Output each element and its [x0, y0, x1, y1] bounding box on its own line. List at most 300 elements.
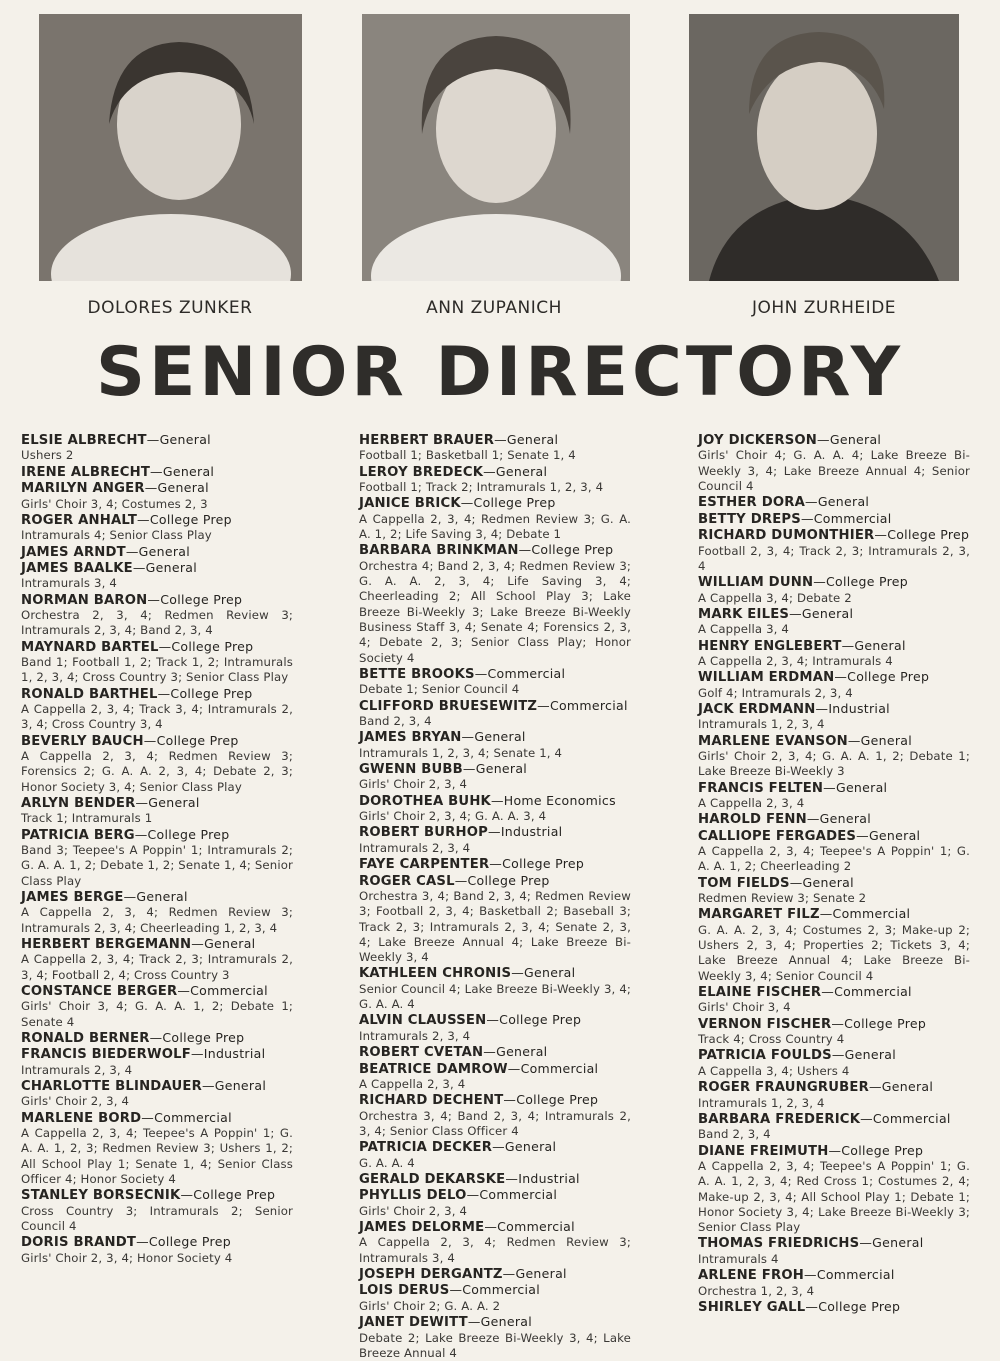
entry-heading	[698, 701, 970, 717]
course-of-study: —General	[492, 1139, 557, 1155]
entry-heading	[21, 1030, 293, 1046]
student-activities: A Cappella 2, 3, 4; Redmen Review 3; Forensics 2; G. A. A. 2, 3, 4; Debate 2, 3; Honor Society 3, 4; Senior Class Play	[21, 749, 293, 794]
directory-entry	[359, 1187, 631, 1219]
course-of-study: —College Prep	[137, 511, 232, 527]
directory-entry	[21, 795, 293, 827]
student-activities: Girls' Choir 2; G. A. A. 2	[359, 1298, 501, 1313]
entry-heading	[359, 965, 631, 981]
student-activities: A Cappella 3, 4; Debate 2	[698, 590, 852, 605]
student-activities: Senior Council 4; Lake Breeze Bi-Weekly 3, 4; G. A. A. 4	[359, 981, 631, 1012]
directory-entry	[359, 542, 631, 665]
student-activities: A Cappella 2, 3, 4; Track 3, 4; Intramurals 2, 3, 4; Cross Country 3, 4	[21, 702, 293, 732]
directory-entry	[359, 761, 631, 793]
directory-entry	[359, 1044, 631, 1060]
portrait-caption: DOLORES ZUNKER	[87, 298, 253, 318]
student-activities: Girls' Choir 3, 4	[698, 1000, 791, 1015]
directory-column-1	[21, 432, 293, 1266]
course-of-study: —General	[805, 494, 870, 510]
entry-heading	[21, 639, 293, 655]
student-activities: Band 3; Teepee's A Poppin' 1; Intramurals 2; G. A. A. 1, 2; Debate 1, 2; Senate 1, 4; Senior Class Play	[21, 843, 293, 888]
student-name: NORMAN BARON	[21, 592, 148, 608]
student-name: ELAINE FISCHER	[698, 985, 822, 1001]
entry-heading	[359, 1219, 631, 1235]
entry-heading	[359, 542, 631, 558]
directory-entry	[698, 733, 970, 780]
entry-heading	[698, 811, 970, 827]
student-activities: A Cappella 2, 3, 4; Redmen Review 3; G. A. A. 1, 2; Life Saving 3, 4; Debate 1	[359, 511, 631, 542]
directory-entry	[21, 889, 293, 936]
student-activities: G. A. A. 2, 3, 4; Costumes 2, 3; Make-up 2; Ushers 2, 3, 4; Properties 2; Tickets 3, 4; Lake Breeze Annual 4; Lake Breeze Bi-Weekly 3, 4; Senior Council 4	[698, 922, 970, 983]
student-activities: G. A. A. 4	[359, 1155, 415, 1170]
portrait-caption: ANN ZUPANICH	[426, 298, 562, 318]
entry-heading	[359, 1012, 631, 1028]
course-of-study: —College Prep	[143, 732, 239, 748]
student-name: PATRICIA DECKER	[359, 1140, 493, 1156]
directory-entry	[21, 639, 293, 686]
student-activities: Football 1; Track 2; Intramurals 1, 2, 3, 4	[359, 480, 604, 495]
student-activities: Intramurals 4	[698, 1251, 779, 1266]
student-activities: Intramurals 1, 2, 3, 4	[698, 1095, 825, 1110]
student-name: TOM FIELDS	[698, 875, 790, 891]
student-name: JACK ERDMANN	[698, 701, 816, 717]
course-of-study: —General	[123, 888, 188, 904]
directory-entry	[698, 875, 970, 907]
course-of-study: —General	[125, 543, 191, 559]
course-of-study: —College Prep	[460, 495, 556, 511]
course-of-study: —Commercial	[474, 665, 566, 681]
directory-entry	[359, 1314, 631, 1361]
course-of-study: —General	[817, 432, 882, 447]
student-activities: Intramurals 1, 2, 3, 4; Senate 1, 4	[359, 745, 563, 760]
course-of-study: —College Prep	[805, 1298, 901, 1314]
directory-entry	[359, 856, 631, 872]
student-name: PATRICIA BERG	[21, 827, 135, 843]
directory-entry	[359, 1171, 631, 1187]
directory-entry	[21, 544, 293, 560]
student-activities: A Cappella 2, 3, 4	[359, 1076, 466, 1091]
directory-entry	[21, 1234, 293, 1266]
entry-heading	[698, 669, 970, 685]
student-name: CHARLOTTE BLINDAUER	[21, 1079, 202, 1095]
course-of-study: —General	[831, 1047, 897, 1063]
course-of-study: —College Prep	[489, 856, 585, 872]
student-activities: Cross Country 3; Intramurals 2; Senior Council 4	[21, 1203, 293, 1234]
directory-entry	[21, 827, 293, 889]
course-of-study: —Commercial	[537, 697, 628, 713]
course-of-study: —General	[461, 729, 526, 745]
student-activities: A Cappella 2, 3, 4	[698, 796, 805, 811]
student-activities: A Cappella 2, 3, 4; Teepee's A Poppin' 1; G. A. A. 1, 2, 3; Redmen Review 3; Ushers 1, 2; All School Play 1; Senate 1, 4; Senior Class Officer 4; Honor Society 4	[21, 1126, 293, 1187]
student-name: SHIRLEY GALL	[698, 1299, 806, 1315]
course-of-study: —General	[511, 965, 576, 981]
directory-entry	[698, 701, 970, 733]
student-name: JAMES ARNDT	[21, 544, 126, 560]
entry-heading	[698, 875, 970, 891]
student-name: ALVIN CLAUSSEN	[359, 1013, 487, 1029]
student-name: KATHLEEN CHRONIS	[359, 966, 512, 982]
entry-heading	[698, 432, 970, 448]
entry-heading	[359, 1061, 631, 1077]
student-activities: Intramurals 2, 3, 4	[359, 1028, 471, 1043]
student-activities: Intramurals 3, 4	[21, 576, 117, 591]
student-name: FRANCIS FELTEN	[698, 780, 824, 796]
directory-entry	[359, 1219, 631, 1266]
directory-entry	[21, 512, 293, 544]
directory-entry	[698, 811, 970, 827]
student-name: ESTHER DORA	[698, 495, 806, 511]
directory-entry	[21, 983, 293, 1030]
student-name: BARBARA FREDERICK	[698, 1111, 861, 1127]
course-of-study: —General	[789, 874, 854, 890]
portrait-photo-john-zurheide	[689, 14, 959, 281]
student-activities: Debate 2; Lake Breeze Bi-Weekly 3, 4; Lake Breeze Annual 4	[359, 1330, 631, 1360]
student-name: MAYNARD BARTEL	[21, 639, 159, 655]
entry-heading	[698, 1299, 970, 1315]
student-activities: Girls' Choir 4; G. A. A. 4; Lake Breeze Bi-Weekly 3, 4; Lake Breeze Annual 4; Senior Council 4	[698, 448, 970, 493]
directory-entry	[698, 1235, 970, 1267]
student-name: HAROLD FENN	[698, 812, 807, 828]
course-of-study: —College Prep	[834, 669, 930, 685]
student-name: MARGARET FILZ	[698, 907, 820, 923]
student-name: JOY DICKERSON	[698, 433, 818, 448]
course-of-study: —General	[841, 637, 906, 653]
entry-heading	[21, 1046, 293, 1062]
student-name: HERBERT BERGEMANN	[21, 936, 192, 952]
entry-heading	[359, 1092, 631, 1108]
student-name: BARBARA BRINKMAN	[359, 543, 519, 559]
directory-entry	[698, 494, 970, 510]
student-name: PATRICIA FOULDS	[698, 1048, 832, 1064]
entry-heading	[698, 494, 970, 510]
student-name: VERNON FISCHER	[698, 1016, 832, 1032]
student-name: ROGER CASL	[359, 873, 455, 889]
course-of-study: —College Prep	[136, 1234, 231, 1250]
entry-heading	[698, 574, 970, 590]
directory-entry	[21, 432, 293, 464]
directory-entry	[698, 1016, 970, 1048]
student-name: FAYE CARPENTER	[359, 857, 490, 873]
entry-heading	[359, 873, 631, 889]
student-name: MARLENE EVANSON	[698, 733, 848, 749]
student-activities: Football 1; Basketball 1; Senate 1, 4	[359, 448, 576, 463]
student-name: CLIFFORD BRUESEWITZ	[359, 698, 538, 714]
course-of-study: —Commercial	[819, 906, 911, 922]
student-name: BEATRICE DAMROW	[359, 1061, 508, 1077]
course-of-study: —Commercial	[804, 1267, 895, 1283]
student-activities: Intramurals 4; Senior Class Play	[21, 528, 212, 543]
course-of-study: —General	[201, 1078, 267, 1094]
course-of-study: —General	[823, 779, 888, 795]
course-of-study: —General	[467, 1314, 533, 1330]
portrait-image	[362, 14, 630, 281]
directory-entry	[698, 1047, 970, 1079]
entry-heading	[21, 544, 293, 560]
portrait-photo-dolores-zunker	[39, 14, 302, 281]
student-name: DOROTHEA BUHK	[359, 793, 491, 809]
directory-entry	[21, 1078, 293, 1110]
student-name: BETTY DREPS	[698, 511, 801, 527]
entry-heading	[698, 984, 970, 1000]
student-activities: Ushers 2	[21, 448, 74, 463]
student-name: JANICE BRICK	[359, 496, 461, 512]
student-name: BEVERLY BAUCH	[21, 733, 144, 749]
student-activities: Girls' Choir 2, 3, 4	[359, 777, 468, 792]
entry-heading	[21, 1234, 293, 1250]
student-name: THOMAS FRIEDRICHS	[698, 1236, 860, 1252]
student-name: ROGER FRAUNGRUBER	[698, 1080, 869, 1096]
directory-entry	[359, 1092, 631, 1139]
course-of-study: —Commercial	[507, 1060, 599, 1076]
entry-heading	[359, 793, 631, 809]
student-name: LEROY BREDECK	[359, 464, 484, 480]
student-name: CONSTANCE BERGER	[21, 983, 178, 999]
directory-entry	[698, 1143, 970, 1236]
student-name: BETTE BROOKS	[359, 666, 475, 682]
course-of-study: —General	[483, 1044, 548, 1060]
directory-column-2	[359, 432, 631, 1361]
entry-heading	[359, 666, 631, 682]
entry-heading	[359, 1282, 631, 1298]
course-of-study: —College Prep	[503, 1092, 599, 1108]
student-name: DIANE FREIMUTH	[698, 1143, 829, 1159]
entry-heading	[21, 936, 293, 952]
student-name: JOSEPH DERGANTZ	[359, 1267, 503, 1283]
directory-entry	[359, 698, 631, 730]
entry-heading	[359, 432, 631, 448]
course-of-study: —College Prep	[828, 1142, 924, 1158]
student-name: WILLIAM ERDMAN	[698, 670, 835, 686]
course-of-study: —College Prep	[874, 527, 970, 543]
directory-entry	[21, 480, 293, 512]
student-name: ARLENE FROH	[698, 1268, 805, 1284]
student-activities: Orchestra 3, 4; Band 2, 3, 4; Intramurals 2, 3, 4; Senior Class Officer 4	[359, 1108, 631, 1138]
directory-entry	[698, 669, 970, 701]
directory-entry	[698, 906, 970, 984]
student-activities: Band 2, 3, 4	[698, 1127, 771, 1142]
student-name: PHYLLIS DELO	[359, 1188, 467, 1204]
directory-entry	[698, 780, 970, 812]
student-activities: A Cappella 2, 3, 4; Redmen Review 3; Intramurals 2, 3, 4; Cheerleading 1, 2, 3, 4	[21, 905, 293, 935]
entry-heading	[21, 592, 293, 608]
student-activities: Girls' Choir 2, 3, 4; G. A. A. 1, 2; Debate 1; Lake Breeze Bi-Weekly 3	[698, 749, 970, 779]
course-of-study: —General	[847, 732, 913, 748]
entry-heading	[359, 761, 631, 777]
directory-entry	[359, 729, 631, 761]
directory-entry	[698, 638, 970, 670]
student-activities: Girls' Choir 2, 3, 4; Honor Society 4	[21, 1250, 233, 1265]
directory-entry	[698, 527, 970, 574]
student-name: STANLEY BORSECNIK	[21, 1188, 181, 1204]
student-name: JAMES BAALKE	[21, 560, 133, 576]
course-of-study: —College Prep	[147, 591, 243, 607]
directory-entry	[21, 733, 293, 795]
course-of-study: —General	[150, 463, 215, 479]
entry-heading	[21, 686, 293, 702]
directory-entry	[21, 1046, 293, 1078]
student-name: ELSIE ALBRECHT	[21, 433, 147, 448]
student-activities: A Cappella 2, 3, 4; Teepee's A Poppin' 1; G. A. A. 1, 2, 3, 4; Red Cross 1; Costumes 2, 4; Make-up 2, 3, 4; All School Play 1; Debate 1; Honor Society 3, 4; Lake Breeze Bi-Weekly 3; Senior Class Play	[698, 1158, 970, 1235]
course-of-study: —Commercial	[177, 982, 268, 998]
entry-heading	[698, 1111, 970, 1127]
entry-heading	[698, 733, 970, 749]
entry-heading	[698, 527, 970, 543]
course-of-study: —General	[483, 463, 548, 479]
student-activities: A Cappella 2, 3, 4; Teepee's A Poppin' 1; G. A. A. 1, 2; Cheerleading 2	[698, 844, 970, 874]
student-name: GWENN BUBB	[359, 762, 463, 777]
directory-entry	[698, 511, 970, 527]
portrait-image	[39, 14, 302, 281]
entry-heading	[698, 1267, 970, 1283]
course-of-study: —College Prep	[831, 1015, 927, 1031]
portrait-image	[689, 14, 959, 281]
student-name: FRANCIS BIEDERWOLF	[21, 1047, 191, 1063]
student-name: RICHARD DUMONTHIER	[698, 528, 875, 544]
course-of-study: —Industrial	[815, 700, 890, 716]
entry-heading	[698, 828, 970, 844]
student-activities: Track 4; Cross Country 4	[698, 1032, 845, 1047]
course-of-study: —General	[502, 1266, 567, 1282]
directory-entry	[359, 793, 631, 825]
course-of-study: —General	[856, 827, 921, 843]
student-activities: Girls' Choir 3, 4; G. A. A. 1, 2; Debate 1; Senate 4	[21, 999, 293, 1029]
entry-heading	[21, 983, 293, 999]
course-of-study: —College Prep	[180, 1187, 276, 1203]
entry-heading	[698, 1143, 970, 1159]
student-name: WILLIAM DUNN	[698, 575, 814, 591]
entry-heading	[21, 889, 293, 905]
directory-entry	[359, 1061, 631, 1093]
entry-heading	[698, 780, 970, 796]
entry-heading	[359, 1171, 631, 1187]
student-name: MARLENE BORD	[21, 1110, 142, 1126]
course-of-study: —General	[146, 432, 211, 447]
directory-entry	[698, 606, 970, 638]
entry-heading	[698, 1079, 970, 1095]
course-of-study: —Industrial	[505, 1170, 580, 1186]
student-name: GERALD DEKARSKE	[359, 1171, 506, 1187]
course-of-study: —General	[494, 432, 559, 447]
course-of-study: —Industrial	[488, 824, 563, 840]
entry-heading	[21, 1078, 293, 1094]
entry-heading	[698, 1047, 970, 1063]
entry-heading	[21, 795, 293, 811]
entry-heading	[359, 856, 631, 872]
portrait-caption: JOHN ZURHEIDE	[751, 298, 897, 318]
student-activities: Football 2, 3, 4; Track 2, 3; Intramurals 2, 3, 4	[698, 543, 970, 573]
entry-heading	[698, 638, 970, 654]
course-of-study: —Commercial	[484, 1219, 575, 1235]
entry-heading	[21, 512, 293, 528]
course-of-study: —Home Economics	[490, 792, 616, 808]
entry-heading	[698, 1016, 970, 1032]
course-of-study: —Commercial	[466, 1187, 558, 1203]
course-of-study: —Industrial	[190, 1046, 266, 1062]
course-of-study: —General	[868, 1079, 934, 1095]
course-of-study: —Commercial	[449, 1282, 541, 1298]
directory-entry	[21, 936, 293, 983]
student-name: RONALD BERNER	[21, 1030, 150, 1046]
entry-heading	[21, 432, 293, 448]
course-of-study: —College Prep	[149, 1029, 245, 1045]
student-activities: Band 1; Football 1, 2; Track 1, 2; Intramurals 1, 2, 3, 4; Cross Country 3; Senior Class Play	[21, 655, 293, 685]
directory-entry	[698, 1267, 970, 1299]
student-name: JAMES BRYAN	[359, 730, 462, 746]
directory-entry	[698, 1299, 970, 1315]
entry-heading	[21, 464, 293, 480]
student-activities: Debate 1; Senior Council 4	[359, 682, 520, 697]
student-activities: Golf 4; Intramurals 2, 3, 4	[698, 685, 853, 700]
course-of-study: —College Prep	[454, 872, 550, 888]
student-name: CALLIOPE FERGADES	[698, 828, 857, 844]
student-name: HENRY ENGLEBERT	[698, 638, 842, 654]
course-of-study: —Commercial	[860, 1110, 951, 1126]
course-of-study: —College Prep	[518, 542, 614, 558]
directory-entry	[359, 432, 631, 464]
student-name: RICHARD DECHENT	[359, 1093, 504, 1109]
student-activities: Intramurals 2, 3, 4	[21, 1062, 133, 1077]
student-activities: Girls' Choir 2, 3, 4	[359, 1203, 468, 1218]
entry-heading	[698, 906, 970, 922]
course-of-study: —College Prep	[158, 638, 254, 654]
course-of-study: —Commercial	[821, 984, 912, 1000]
page-title: SENIOR DIRECTORY	[95, 333, 904, 412]
entry-heading	[359, 1266, 631, 1282]
student-activities: Intramurals 2, 3, 4	[359, 840, 471, 855]
student-activities: A Cappella 2, 3, 4; Track 2, 3; Intramurals 2, 3, 4; Football 2, 4; Cross Country 3	[21, 952, 293, 982]
student-activities: Band 2, 3, 4	[359, 714, 432, 728]
directory-entry	[359, 1139, 631, 1171]
student-activities: A Cappella 2, 3, 4; Redmen Review 3; Intramurals 3, 4	[359, 1235, 631, 1265]
entry-heading	[698, 511, 970, 527]
directory-entry	[359, 1266, 631, 1282]
student-name: DORIS BRANDT	[21, 1235, 137, 1251]
portrait-photo-ann-zupanich	[362, 14, 630, 281]
entry-heading	[359, 698, 631, 714]
student-name: LOIS DERUS	[359, 1283, 450, 1299]
course-of-study: —Commercial	[141, 1109, 232, 1125]
entry-heading	[359, 1314, 631, 1330]
course-of-study: —College Prep	[157, 685, 253, 701]
student-name: ROBERT CVETAN	[359, 1045, 484, 1061]
entry-heading	[21, 560, 293, 576]
entry-heading	[21, 480, 293, 496]
student-activities: Girls' Choir 3, 4; Costumes 2, 3	[21, 496, 208, 511]
directory-entry	[359, 495, 631, 542]
entry-heading	[21, 1187, 293, 1203]
student-name: ARLYN BENDER	[21, 795, 136, 811]
student-activities: A Cappella 2, 3, 4; Intramurals 4	[698, 653, 893, 668]
directory-entry	[359, 1012, 631, 1044]
course-of-study: —General	[789, 605, 854, 621]
student-activities: Redmen Review 3; Senate 2	[698, 891, 867, 906]
entry-heading	[359, 495, 631, 511]
student-activities: A Cappella 3, 4	[698, 622, 789, 637]
directory-entry	[698, 1111, 970, 1143]
student-activities: Orchestra 1, 2, 3, 4	[698, 1283, 815, 1298]
entry-heading	[359, 1139, 631, 1155]
entry-heading	[698, 1235, 970, 1251]
directory-column-3	[698, 432, 970, 1315]
student-activities: Orchestra 2, 3, 4; Redmen Review 3; Intramurals 2, 3, 4; Band 2, 3, 4	[21, 608, 293, 638]
student-activities: Orchestra 4; Band 2, 3, 4; Redmen Review 3; G. A. A. 2, 3, 4; Life Saving 3, 4; Cheerleading 2; All School Play 3; Lake Breeze Bi-Weekly 3; Lake Breeze Bi-Weekly Business Staff 3, 4; Senate 4; Forensics 2, 3, 4; Debate 2, 3; Senior Class Play; Honor Society 4	[359, 558, 631, 665]
course-of-study: —Commercial	[800, 510, 892, 526]
student-name: JANET DEWITT	[359, 1315, 468, 1331]
course-of-study: —College Prep	[813, 574, 909, 590]
course-of-study: —General	[859, 1235, 924, 1251]
directory-entry	[359, 965, 631, 1012]
entry-heading	[21, 827, 293, 843]
entry-heading	[359, 1187, 631, 1203]
